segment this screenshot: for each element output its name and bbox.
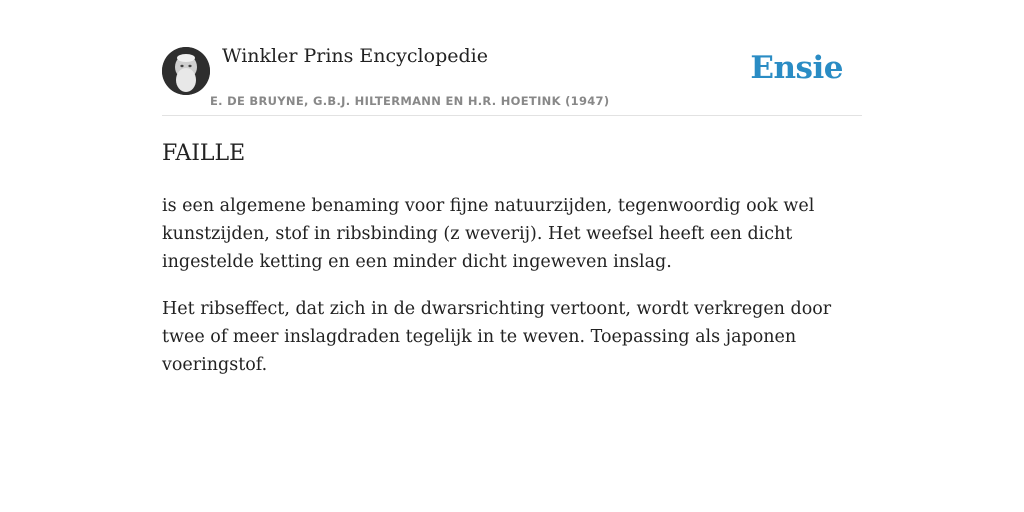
entry-paragraph: Het ribseffect, dat zich in de dwarsrichting vertoont, wordt verkregen door twee of meer inslagdraden tegelijk in te weven. Toepassing als japonen voeringstof. bbox=[162, 299, 832, 375]
portrait-icon bbox=[162, 47, 210, 95]
author-avatar bbox=[162, 47, 210, 95]
site-title[interactable]: Winkler Prins Encyclopedie bbox=[222, 45, 488, 67]
entry-title: FAILLE bbox=[162, 141, 246, 166]
brand-logo[interactable]: Ensie bbox=[750, 50, 843, 86]
header bbox=[162, 0, 862, 116]
entry-body bbox=[162, 192, 862, 398]
entry-paragraph: is een algemene benaming voor fijne natuurzijden, tegenwoordig ook wel kunstzijden, stof in ribsbinding (z weverij). Het weefsel heeft een dicht ingestelde ketting en een minder dicht ingeweven inslag. bbox=[162, 196, 815, 272]
page-container bbox=[162, 0, 862, 375]
authors-line: E. DE BRUYNE, G.B.J. HILTERMANN EN H.R. HOETINK (1947) bbox=[210, 94, 610, 108]
